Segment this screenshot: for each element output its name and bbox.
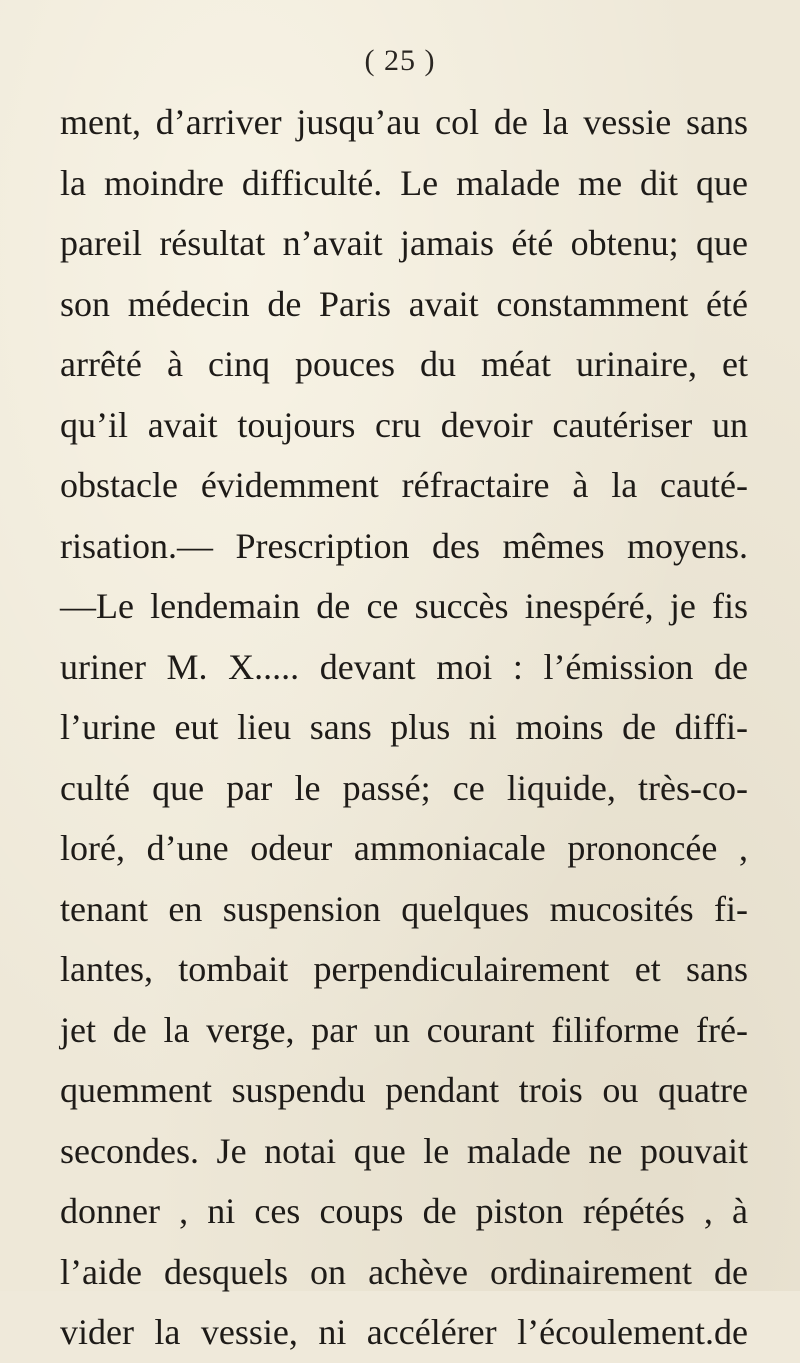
text-line: risation.— Prescription des mêmes moyens. [60, 525, 748, 566]
text-line: qu’il avait toujours cru devoir cautériser un [60, 404, 748, 445]
text-line: secondes. Je notai que le malade ne pouvait [60, 1130, 748, 1171]
text-line: vider la vessie, ni accélérer l’écoulement.de [60, 1312, 748, 1352]
text-line: lantes, tombait perpendiculairement et sans [60, 949, 748, 989]
text-line: uriner M. X..... devant moi : l’émission de [60, 646, 748, 687]
text-line: arrêté à cinq pouces du méat urinaire, et [60, 344, 748, 384]
text-line: loré, d’une odeur ammoniacale prononcée , [60, 828, 748, 868]
text-line: la moindre difficulté. Le malade me dit que [60, 162, 748, 203]
text-line: ment, d’arriver jusqu’au col de la vessie sans [60, 102, 748, 142]
text-line: —Le lendemain de ce succès inespéré, je fis [60, 586, 748, 626]
text-line: quemment suspendu pendant trois ou quatre [60, 1070, 748, 1110]
text-line: son médecin de Paris avait constamment été [60, 283, 748, 324]
text-line: culté que par le passé; ce liquide, très-co- [60, 767, 748, 808]
text-line: pareil résultat n’avait jamais été obtenu; que [60, 223, 748, 263]
text-line: tenant en suspension quelques mucosités fi- [60, 888, 748, 929]
page-number: ( 25 ) [364, 44, 436, 77]
text-line: jet de la verge, par un courant filiforme fré- [60, 1009, 748, 1050]
text-line: donner , ni ces coups de piston répétés , à [60, 1191, 748, 1231]
text-line: l’urine eut lieu sans plus ni moins de diffi- [60, 707, 748, 747]
body-text [60, 92, 748, 1363]
text-line: obstacle évidemment réfractaire à la cauté- [60, 465, 748, 505]
text-line: l’aide desquels on achève ordinairement de [60, 1251, 748, 1292]
